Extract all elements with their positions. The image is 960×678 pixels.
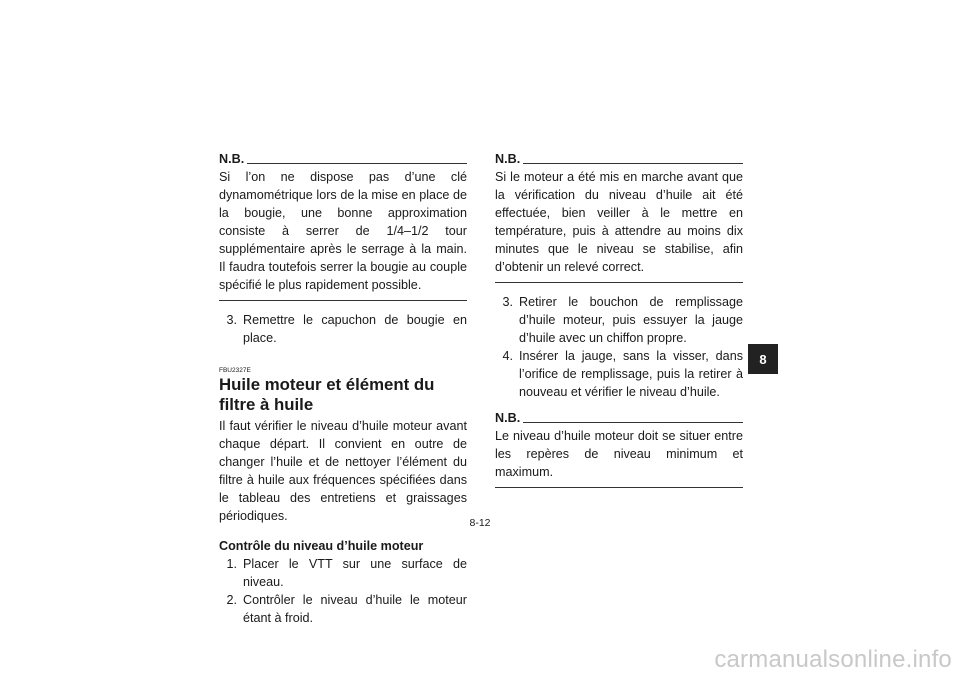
note-end-rule	[495, 487, 743, 488]
note-rule	[247, 163, 467, 164]
step-text: Contrôler le niveau d’huile le moteur étant à froid.	[243, 593, 467, 625]
watermark: carmanualsonline.info	[714, 646, 952, 673]
note-label: N.B.	[219, 152, 245, 166]
step-item	[219, 555, 467, 591]
step-number: 1.	[226, 557, 237, 571]
step-list	[495, 293, 743, 401]
note-text: Si l’on ne dispose pas d’une clé dynamométrique lors de la mise en place de la bougie, une bonne approximation consiste à serrer de 1/4–1/2 tour supplémentaire après le serrage à la main. Il faudra toutefois serrer la bougie au couple spécifié le plus rapidement possible.	[219, 170, 467, 292]
left-column	[219, 150, 467, 627]
step-item	[219, 311, 467, 347]
note-rule	[523, 422, 743, 423]
step-text: Retirer le bouchon de remplissage d’huile moteur, puis essuyer la jauge d’huile avec un chiffon propre.	[519, 295, 743, 345]
step-list	[219, 555, 467, 627]
step-number: 4.	[502, 349, 513, 363]
step-item	[495, 347, 743, 401]
step-item	[495, 293, 743, 347]
note-label: N.B.	[495, 411, 521, 425]
section-title: Huile moteur et élément du filtre à huile	[219, 375, 435, 414]
note-end-rule	[219, 300, 467, 301]
note-header	[495, 409, 743, 427]
page-number: 8-12	[469, 517, 491, 529]
note-label: N.B.	[495, 152, 521, 166]
note-text: Le niveau d’huile moteur doit se situer entre les repères de niveau minimum et maximum.	[495, 429, 743, 479]
note-header	[495, 150, 743, 168]
note-end-rule	[495, 282, 743, 283]
step-text: Insérer la jauge, sans la visser, dans l’orifice de remplissage, puis la retirer à nouveau et vérifier le niveau d’huile.	[519, 349, 743, 399]
step-number: 3.	[226, 313, 237, 327]
note-text: Si le moteur a été mis en marche avant que la vérification du niveau d’huile ait été effectuée, bien veiller à le mettre en température, puis à attendre au moins dix minutes que le niveau se stabilise, afin d’obtenir un relevé correct.	[495, 170, 743, 274]
section-code: FBU2327E	[219, 367, 251, 374]
step-list	[219, 311, 467, 347]
step-text: Placer le VTT sur une surface de niveau.	[243, 557, 467, 589]
note-rule	[523, 163, 743, 164]
subsection-title: Contrôle du niveau d’huile moteur	[219, 539, 424, 553]
step-item	[219, 591, 467, 627]
step-number: 3.	[502, 295, 513, 309]
step-text: Remettre le capuchon de bougie en place.	[243, 313, 467, 345]
section-text: Il faut vérifier le niveau d’huile moteur avant chaque départ. Il convient en outre de changer l’huile et de nettoyer l’élément du filtre à huile aux fréquences spécifiées dans le tableau des entretiens et graissages périodiques.	[219, 419, 467, 523]
note-header	[219, 150, 467, 168]
right-column	[495, 150, 743, 498]
chapter-tab: 8	[748, 344, 778, 374]
step-number: 2.	[226, 593, 237, 607]
